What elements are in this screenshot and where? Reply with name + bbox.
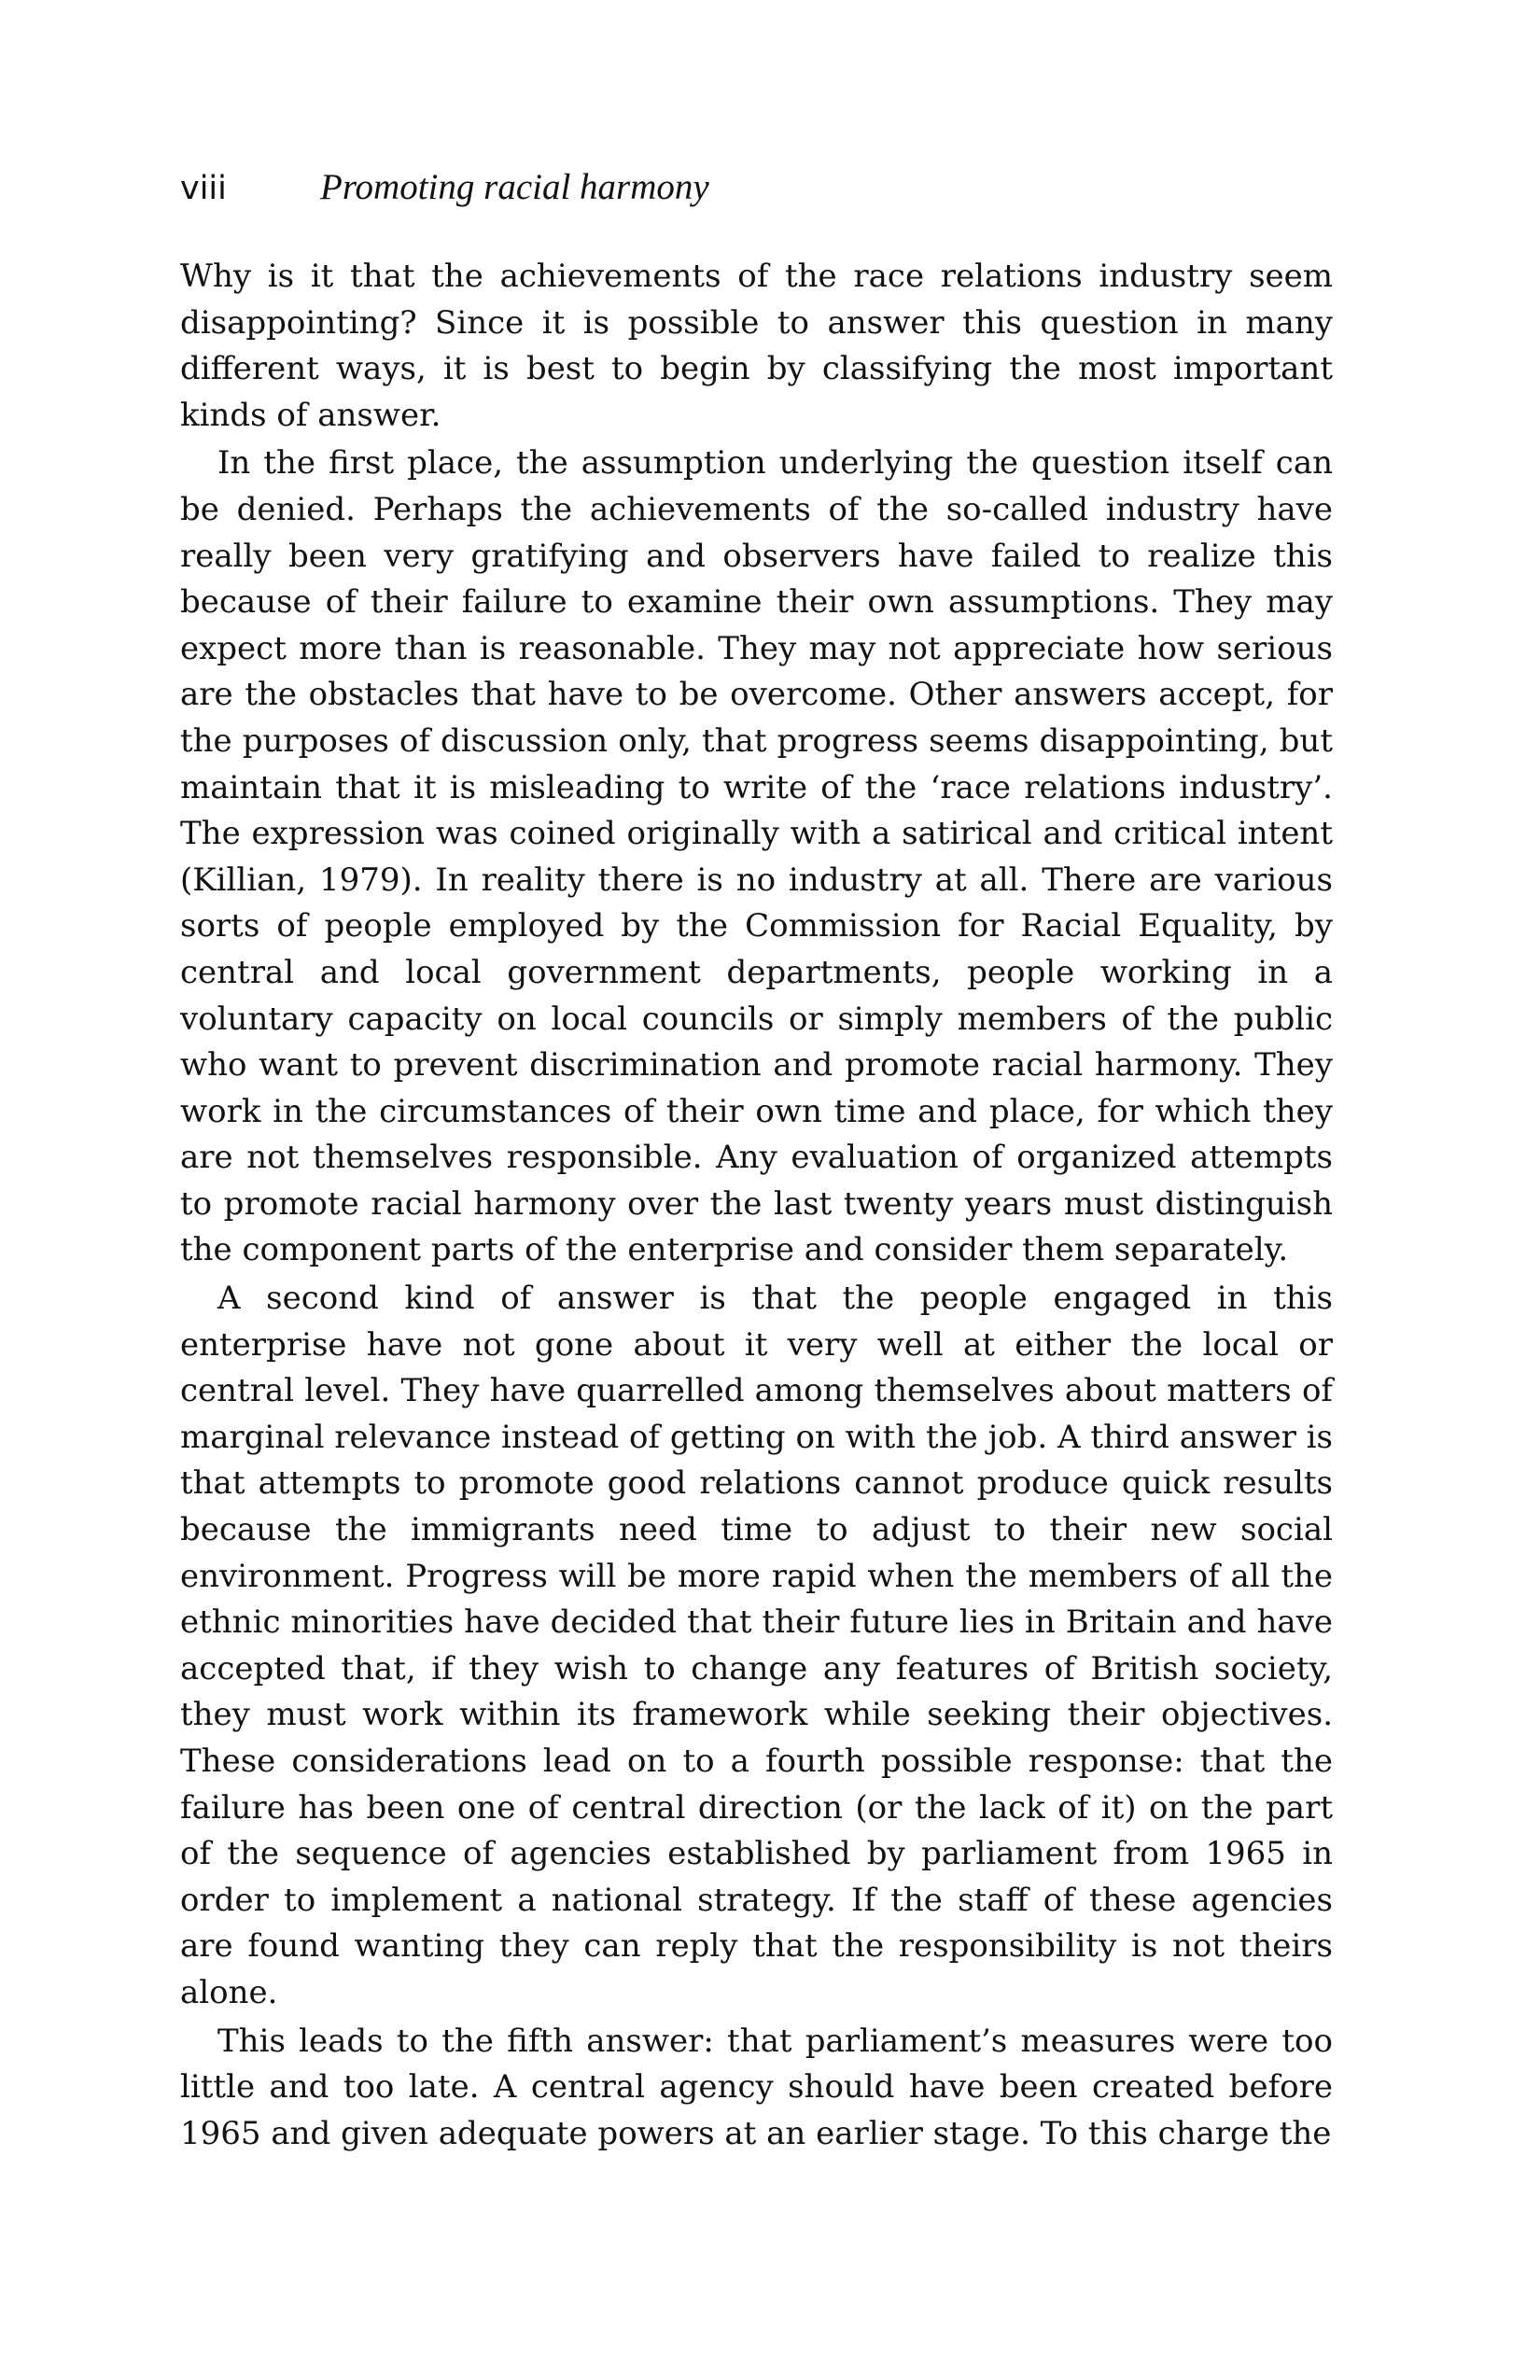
running-title: Promoting racial harmony xyxy=(320,167,709,207)
page-number: viii xyxy=(180,170,227,207)
book-page xyxy=(180,164,1333,2157)
paragraph: A second kind of answer is that the people engaged in this enterprise have not gone about it very well at either the local or central level. They have quarrelled among themselves about matters of marginal relevance instead of getting on with the job. A third answer is that attempts to promote good relations cannot produce quick results because the immigrants need time to adjust to their new social environment. Progress will be more rapid when the members of all the ethnic minorities have decided that their future lies in Britain and have accepted that, if they wish to change any features of British society, they must work within its framework while seeking their objectives. These considerations lead on to a fourth possible response: that the failure has been one of central direction (or the lack of it) on the part of the sequence of agencies established by parliament from 1965 in order to implement a national strategy. If the staff of these agencies are found wanting they can reply that the responsibility is not theirs alone. xyxy=(180,1280,1333,2011)
running-head xyxy=(180,164,1333,212)
body-text xyxy=(180,254,1333,2157)
paragraph: In the first place, the assumption underlying the question itself can be denied. Perhaps the achievements of the so-called industry have really been very gratifying and observers have failed to realize this because of their failure to examine their own assumptions. They may expect more than is reasonable. They may not appreciate how serious are the obstacles that have to be overcome. Other answers accept, for the purposes of discussion only, that progress seems disappointing, but maintain that it is misleading to write of the ‘race relations industry’. The expression was coined originally with a satirical and critical intent (Killian, 1979). In reality there is no industry at all. There are various sorts of people employed by the Commission for Racial Equality, by central and local government departments, people working in a voluntary capacity on local councils or simply members of the public who want to prevent discrimination and promote racial harmony. They work in the circumstances of their own time and place, for which they are not themselves responsible. Any evaluation of organized attempts to promote racial harmony over the last twenty years must distinguish the component parts of the enterprise and consider them separately. xyxy=(180,444,1333,1269)
paragraph: Why is it that the achievements of the race relations industry seem disappointing? Since it is possible to answer this question in many different ways, it is best to begin by classifying the most important kinds of answer. xyxy=(180,258,1333,434)
paragraph: This leads to the fifth answer: that parliament’s measures were too little and too late. A central agency should have been created before 1965 and given adequate powers at an earlier stage. To this charge the xyxy=(180,2022,1333,2152)
